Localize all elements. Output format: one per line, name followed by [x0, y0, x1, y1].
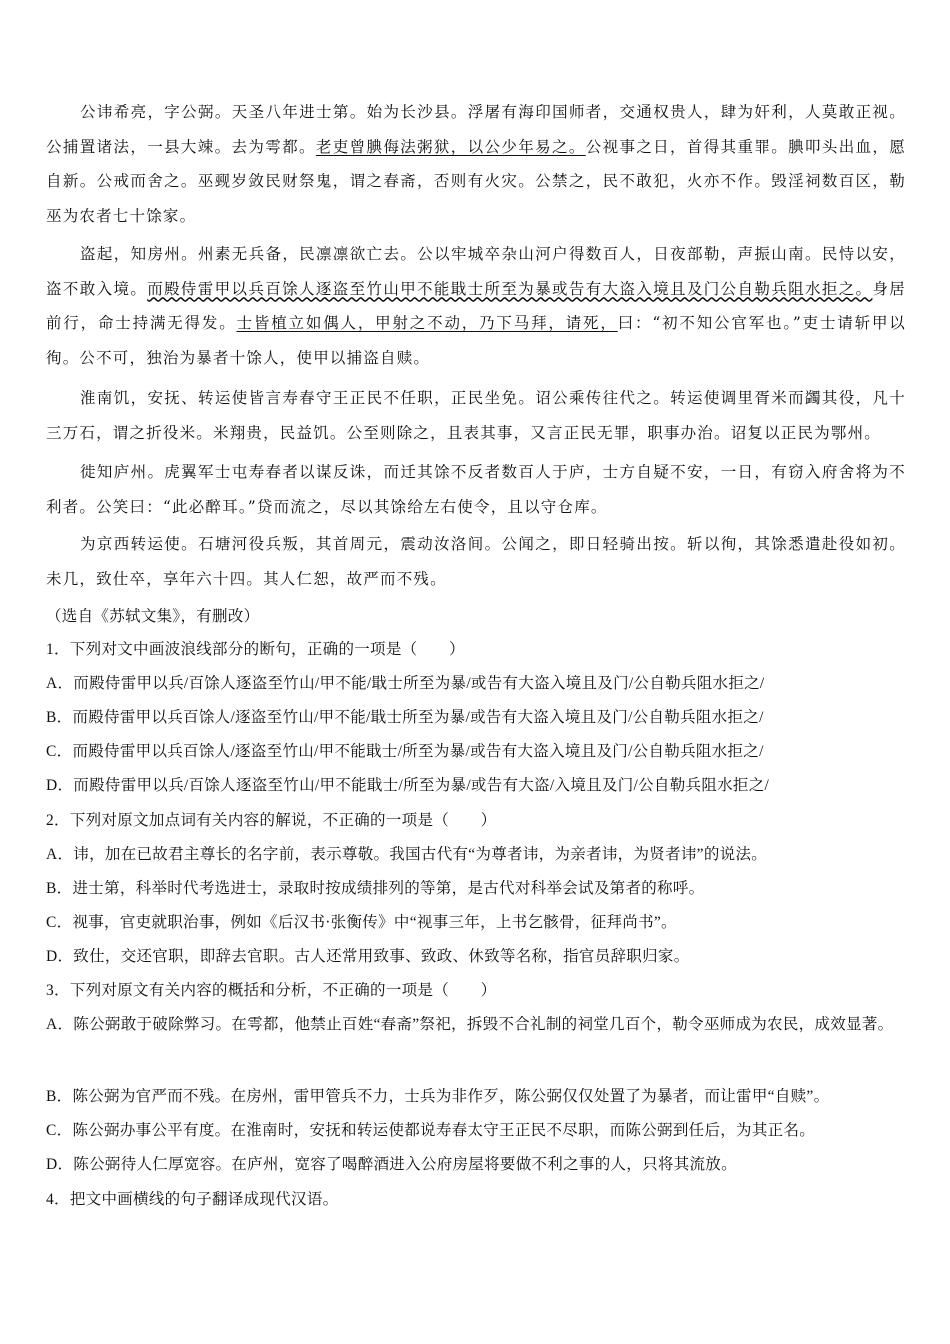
question-3-option-d: D．陈公弼待人仁厚宽容。在庐州，宽容了喝醉酒进入公府房屋将要做不利之事的人，只将其流放。 [46, 1156, 737, 1173]
question-3-option-a: A．陈公弼敢于破除弊习。在雩都，他禁止百姓“春斋”祭祀，拆毁不合礼制的祠堂几百个，勒令巫师成为农民，成效显著。 [46, 1016, 894, 1033]
question-1-stem: 1．下列对文中画波浪线部分的断句，正确的一项是（ ） [46, 641, 465, 658]
passage-paragraph-2: 盗起，知房州。州素无兵备，民凛凛欲亡去。公以牢城卒杂山河户得数百人，日夜部勒，声振山南。民恃以安，盗不敢入境。而殿侍雷甲以兵百馀人逐盗至竹山甲不能戢士所至为暴或告有大盗入境且及门公自勒兵阻水拒之。身居前行，命士持满无得发。士皆植立如偶人，甲射之不动，乃下马拜，请死，曰：“初不知公官军也。”吏士请斩甲以徇。公不可，独治为暴者十馀人，使甲以捕盗自赎。 [46, 245, 907, 367]
question-3-option-c: C．陈公弼办事公平有度。在淮南时，安抚和转运使都说寿春太守王正民不尽职，而陈公弼到任后，为其正名。 [46, 1122, 816, 1139]
question-1-option-c: C．而殿侍雷甲以兵百馀人/逐盗至竹山/甲不能戢士/所至为暴/或告有大盗入境且及门/公自勒兵阻水拒之/ [46, 743, 764, 760]
question-2-option-b: B．进士第，科举时代考选进士，录取时按成绩排列的等第，是古代对科举会试及第者的称呼。 [46, 880, 705, 897]
question-3-stem: 3．下列对原文有关内容的概括和分析，不正确的一项是（ ） [46, 982, 497, 999]
question-2-option-d: D．致仕，交还官职，即辞去官职。古人还常用致事、致政、休致等名称，指官员辞职归家。 [46, 948, 690, 965]
source-note: （选自《苏轼文集》，有删改） [46, 608, 260, 625]
question-2-stem: 2．下列对原文加点词有关内容的解说，不正确的一项是（ ） [46, 812, 497, 829]
underlined-sentence-2: 士皆植立如偶人，甲射之不动，乃下马拜，请死， [236, 314, 618, 332]
question-1-option-a: A．而殿侍雷甲以兵/百馀人逐盗至竹山/甲不能/戢士所至为暴/或告有大盗入境且及门/公自勒兵阻水拒之/ [46, 675, 765, 692]
passage-paragraph-4: 徙知庐州。虎翼军士屯寿春者以谋反诛，而迁其馀不反者数百人于庐，士方自疑不安，一日，有窃入府舍将为不利者。公笑曰：“此必醉耳。”贷而流之，尽以其馀给左右使令，且以守仓库。 [46, 463, 906, 516]
question-4-stem: 4．把文中画横线的句子翻译成现代汉语。 [46, 1191, 339, 1208]
question-2-option-a: A．讳，加在已故君主尊长的名字前，表示尊敬。我国古代有“为尊者讳，为亲者讳，为贤者讳”的说法。 [46, 846, 768, 863]
passage-paragraph-3: 淮南饥，安抚、转运使皆言寿春守王正民不任职，正民坐免。诏公乘传往代之。转运使调里胥米而蠲其役，凡十三万石，谓之折役米。米翔贵，民益饥。公至则除之，且表其事，又言正民无罪，职事办治。诏复以正民为鄂州。 [46, 389, 906, 442]
passage-paragraph-5: 为京西转运使。石塘河役兵叛，其首周元，震动汝洛间。公闻之，即日轻骑出按。斩以徇，其馀悉遣赴役如初。未几，致仕卒，享年六十四。其人仁恕，故严而不残。 [46, 535, 906, 588]
question-2-option-c: C．视事，官吏就职治事，例如《后汉书·张衡传》中“视事三年，上书乞骸骨，征拜尚书”。 [46, 914, 677, 931]
question-1-option-d: D．而殿侍雷甲以兵/百馀人逐盗至竹山/甲不能戢士/所至为暴/或告有大盗/入境且及门/公自勒兵阻水拒之/ [46, 777, 770, 794]
question-1-option-b: B．而殿侍雷甲以兵百馀人/逐盗至竹山/甲不能/戢士所至为暴/或告有大盗入境且及门/公自勒兵阻水拒之/ [46, 709, 764, 726]
question-3-option-b: B．陈公弼为官严而不残。在房州，雷甲管兵不力，士兵为非作歹，陈公弼仅仅处置了为暴者，而让雷甲“自赎”。 [46, 1088, 830, 1105]
underlined-sentence-1: 老吏曾腆侮法粥狱，以公少年易之。 [315, 137, 586, 156]
wavy-underlined-sentence: 而殿侍雷甲以兵百馀人逐盗至竹山甲不能戢士所至为暴或告有大盗入境且及门公自勒兵阻水拒之。 [147, 279, 873, 298]
passage-paragraph-1: 公讳希亮，字公弼。天圣八年进士第。始为长沙县。浮屠有海印国师者，交通权贵人，肆为奸利，人莫敢正视。公捕置诸法，一县大竦。去为雩都。老吏曾腆侮法粥狱，以公少年易之。公视事之日，首得其重罪。腆叩头出血，愿自新。公戒而舍之。巫觋岁敛民财祭鬼，谓之春斋，否则有火灾。公禁之，民不敢犯，火亦不作。毁淫祠数百区，勒巫为农者七十馀家。 [46, 103, 907, 225]
